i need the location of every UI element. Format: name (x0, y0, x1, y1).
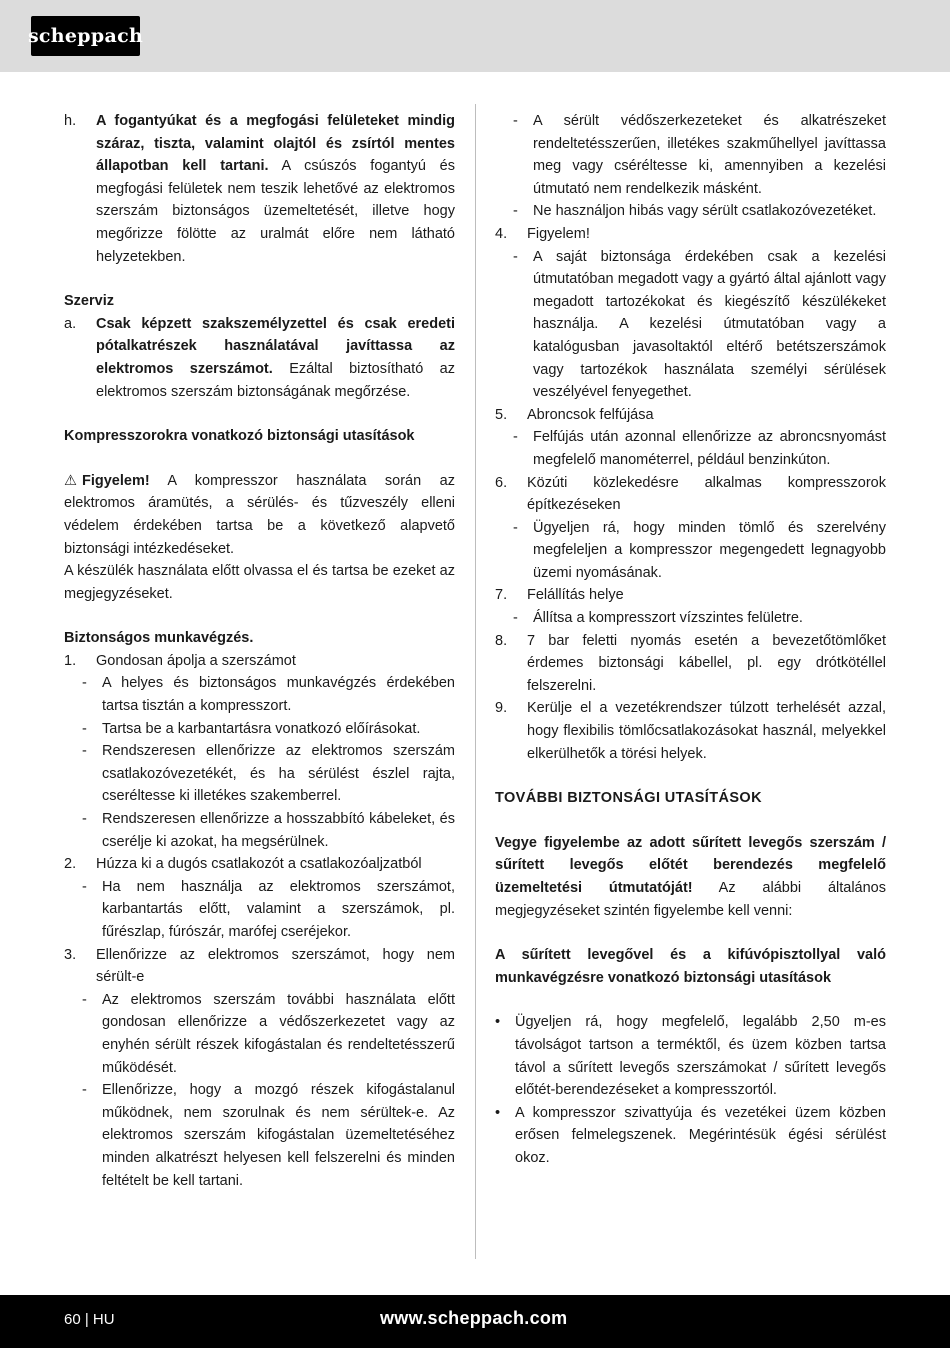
scheppach-logo: scheppach (31, 16, 140, 56)
bullet-icon: • (495, 1014, 501, 1031)
warning-label: Figyelem! (82, 472, 150, 489)
website-link[interactable]: www.scheppach.com (380, 1308, 568, 1328)
item-text: Gondosan ápolja a szerszámot (96, 652, 296, 669)
warning-triangle-icon: ⚠ (64, 472, 77, 489)
sub-item: - Ellenőrizze, hogy a mozgó részek kifogástalanul működnek, nem szorulnak és nem sérültek-e. Az elektromos szerszám kifogástalan üzemeltetéséhez minden alkatrészt helyesen kell felszerelni és minden feltételt be kell tartani. (82, 1082, 455, 1189)
warning-text: A kompresszor használata során az elektromos áramütés, a sérülés- és tűzveszély elleni védelem érdekében tartsa be a következő alapvető biztonsági intézkedéseket. (64, 472, 455, 557)
sub-heading: A sűrített levegővel és a kifúvópisztollyal való munkavégzésre vonatkozó biztonsági utasítások (495, 947, 886, 986)
item-text: Húzza ki a dugós csatlakozót a csatlakozóaljzatból (96, 856, 422, 873)
item-h-bold: A fogantyúkat és a megfogási felületeket mindig száraz, tiszta, valamint olajtól és zsírtól mentes állapotban kell tartani. (96, 113, 455, 175)
right-column (495, 110, 886, 1170)
item-number: 5. (495, 406, 508, 423)
list-item-8 (495, 630, 886, 698)
vegye-text: Az alábbi általános megjegyzéseket szintén figyelembe kell venni: (495, 880, 886, 919)
header-bar (0, 0, 950, 72)
item-number: 7. (495, 587, 508, 604)
szerviz-heading: Szerviz (64, 293, 114, 310)
biztonsagos-heading: Biztonságos munkavégzés. (64, 630, 254, 647)
item-a-bold: Csak képzett szakszemélyzettel és csak eredeti pótalkatrészek használatával javíttassa az elektromos szerszámot. (96, 315, 455, 377)
item-number: 1. (64, 652, 77, 669)
sub-item: - Állítsa a kompresszort vízszintes felületre. (513, 610, 803, 627)
item-text: Kerülje el a vezetékrendszer túlzott terhelését azzal, hogy flexibilis tömlőcsatlakozásokat használ, melyekkel elkerülhetők a törési helyek. (527, 700, 886, 762)
vegye-paragraph (495, 832, 886, 922)
sub-item: - Rendszeresen ellenőrizze az elektromos szerszám csatlakozóvezetékét, és ha sérülést észlel rajta, cseréltesse ki illetékes szakemberrel. (82, 743, 455, 805)
list-item-3 (64, 944, 455, 989)
bullet-item: • Ügyeljen rá, hogy megfelelő, legalább 2,50 m-es távolságot tartson a terméktől, és üzem közben tartsa távol a sűrített levegős szerszámokat / sűrített levegős előtét-berendezéseket a kompresszortól. (495, 1011, 886, 1101)
list-item-7 (495, 584, 886, 607)
item-h-text: A csúszós fogantyú és megfogási felületek nem teszik lehetővé az elektromos szerszám biztonságos üzemeltetését, illetve hogy megőrizze fölötte az uralmát előre nem látható helyzetekben. (96, 158, 455, 265)
item-label: h. (64, 113, 77, 129)
item-number: 8. (495, 632, 508, 649)
item-text: Abroncsok felfújása (527, 406, 654, 423)
item-text: Ellenőrizze az elektromos szerszámot, hogy nem sérült-e (96, 946, 455, 986)
list-item-1 (64, 650, 455, 673)
list-item-6 (495, 472, 886, 517)
item-number: 4. (495, 225, 508, 242)
item-text: Közúti közlekedésre alkalmas kompresszorok építkezéseken (527, 474, 886, 514)
left-column (64, 110, 455, 1192)
page-number: 60 | HU (64, 1311, 115, 1328)
kompresszor-heading: Kompresszorokra vonatkozó biztonsági utasítások (64, 428, 415, 445)
sub-item: - Felfújás után azonnal ellenőrizze az abroncsnyomást megfelelő manométerrel, például benzinkúton. (513, 429, 886, 468)
item-h (64, 110, 455, 268)
item-number: 2. (64, 856, 77, 873)
item-number: 3. (64, 946, 77, 963)
vegye-bold: Vegye figyelembe az adott sűrített levegős szerszám / sűrített levegős előtét berendezés megfelelő üzemeltetési útmutatóját! (495, 834, 886, 896)
item-text: 7 bar feletti nyomás esetén a bevezetőtömlőket érdemes biztonsági kábellel, pl. egy drótkötéllel felszerelni. (527, 632, 886, 694)
item-label: a. (64, 315, 77, 332)
sub-item: - Tartsa be a karbantartásra vonatkozó előírásokat. (82, 720, 421, 737)
sub-item: - A helyes és biztonságos munkavégzés érdekében tartsa tisztán a kompresszort. (82, 675, 455, 715)
read-manual-text: A készülék használata előtt olvassa el és tartsa be ezeket az megjegyzéseket. (64, 563, 455, 602)
item-a-text: Ezáltal biztosítható az elektromos szerszám biztonságának megőrzése. (96, 360, 455, 400)
column-divider (475, 104, 476, 1259)
sub-item: - Ha nem használja az elektromos szerszámot, karbantartás előtt, valamint a szerszámok, pl. fűrészlap, fúrószár, marófej cseréjekor. (82, 878, 455, 940)
sub-item: - Ügyeljen rá, hogy minden tömlő és szerelvény megfeleljen a kompresszor megengedett legnagyobb üzemi nyomásának. (513, 519, 886, 581)
list-item-5 (495, 404, 886, 427)
sub-item: - A saját biztonsága érdekében csak a kezelési útmutatóban megadott vagy a gyártó által ajánlott vagy megadott tartozékokat és kiegészítő készülékeket használja. A kezelési útmutatóban vagy a katalógusban javasoltaktól eltérő betétszerszámok vagy tartozékok használata személyi sérülések veszélyével fenyegethet. (513, 248, 886, 401)
sub-item: - Az elektromos szerszám további használata előtt gondosan ellenőrizze a védőszerkezetet vagy az enyhén sérült részek kifogástalan és rendeltetésszerű működését. (82, 991, 455, 1076)
list-item-2 (64, 853, 455, 876)
sub-item: - A sérült védőszerkezeteket és alkatrészeket rendeltetésszerűen, illetékes szakműhellyel javíttassa meg vagy cséréltesse ki, amennyiben a kezelési útmutató nem rendelkezik másként. (513, 113, 886, 197)
item-text: Felállítás helye (527, 587, 624, 604)
item-number: 6. (495, 474, 508, 491)
list-item-9 (495, 697, 886, 765)
item-number: 9. (495, 700, 508, 717)
item-a (64, 313, 455, 403)
sub-item: - Ne használjon hibás vagy sérült csatlakozóvezetéket. (513, 203, 877, 220)
bullet-item: • A kompresszor szivattyúja és vezetékei üzem közben erősen felmelegszenek. Megérintésük égési sérülést okoz. (495, 1102, 886, 1170)
list-item-4 (495, 223, 886, 246)
sub-item: - Rendszeresen ellenőrizze a hosszabbító kábeleket, és cserélje ki azokat, ha megsérülnek. (82, 811, 455, 850)
warning-paragraph (64, 470, 455, 560)
tovabbi-heading: TOVÁBBI BIZTONSÁGI UTASÍTÁSOK (495, 790, 762, 807)
bullet-icon: • (495, 1104, 501, 1121)
footer-bar (0, 1295, 950, 1348)
item-text: Figyelem! (527, 225, 590, 242)
